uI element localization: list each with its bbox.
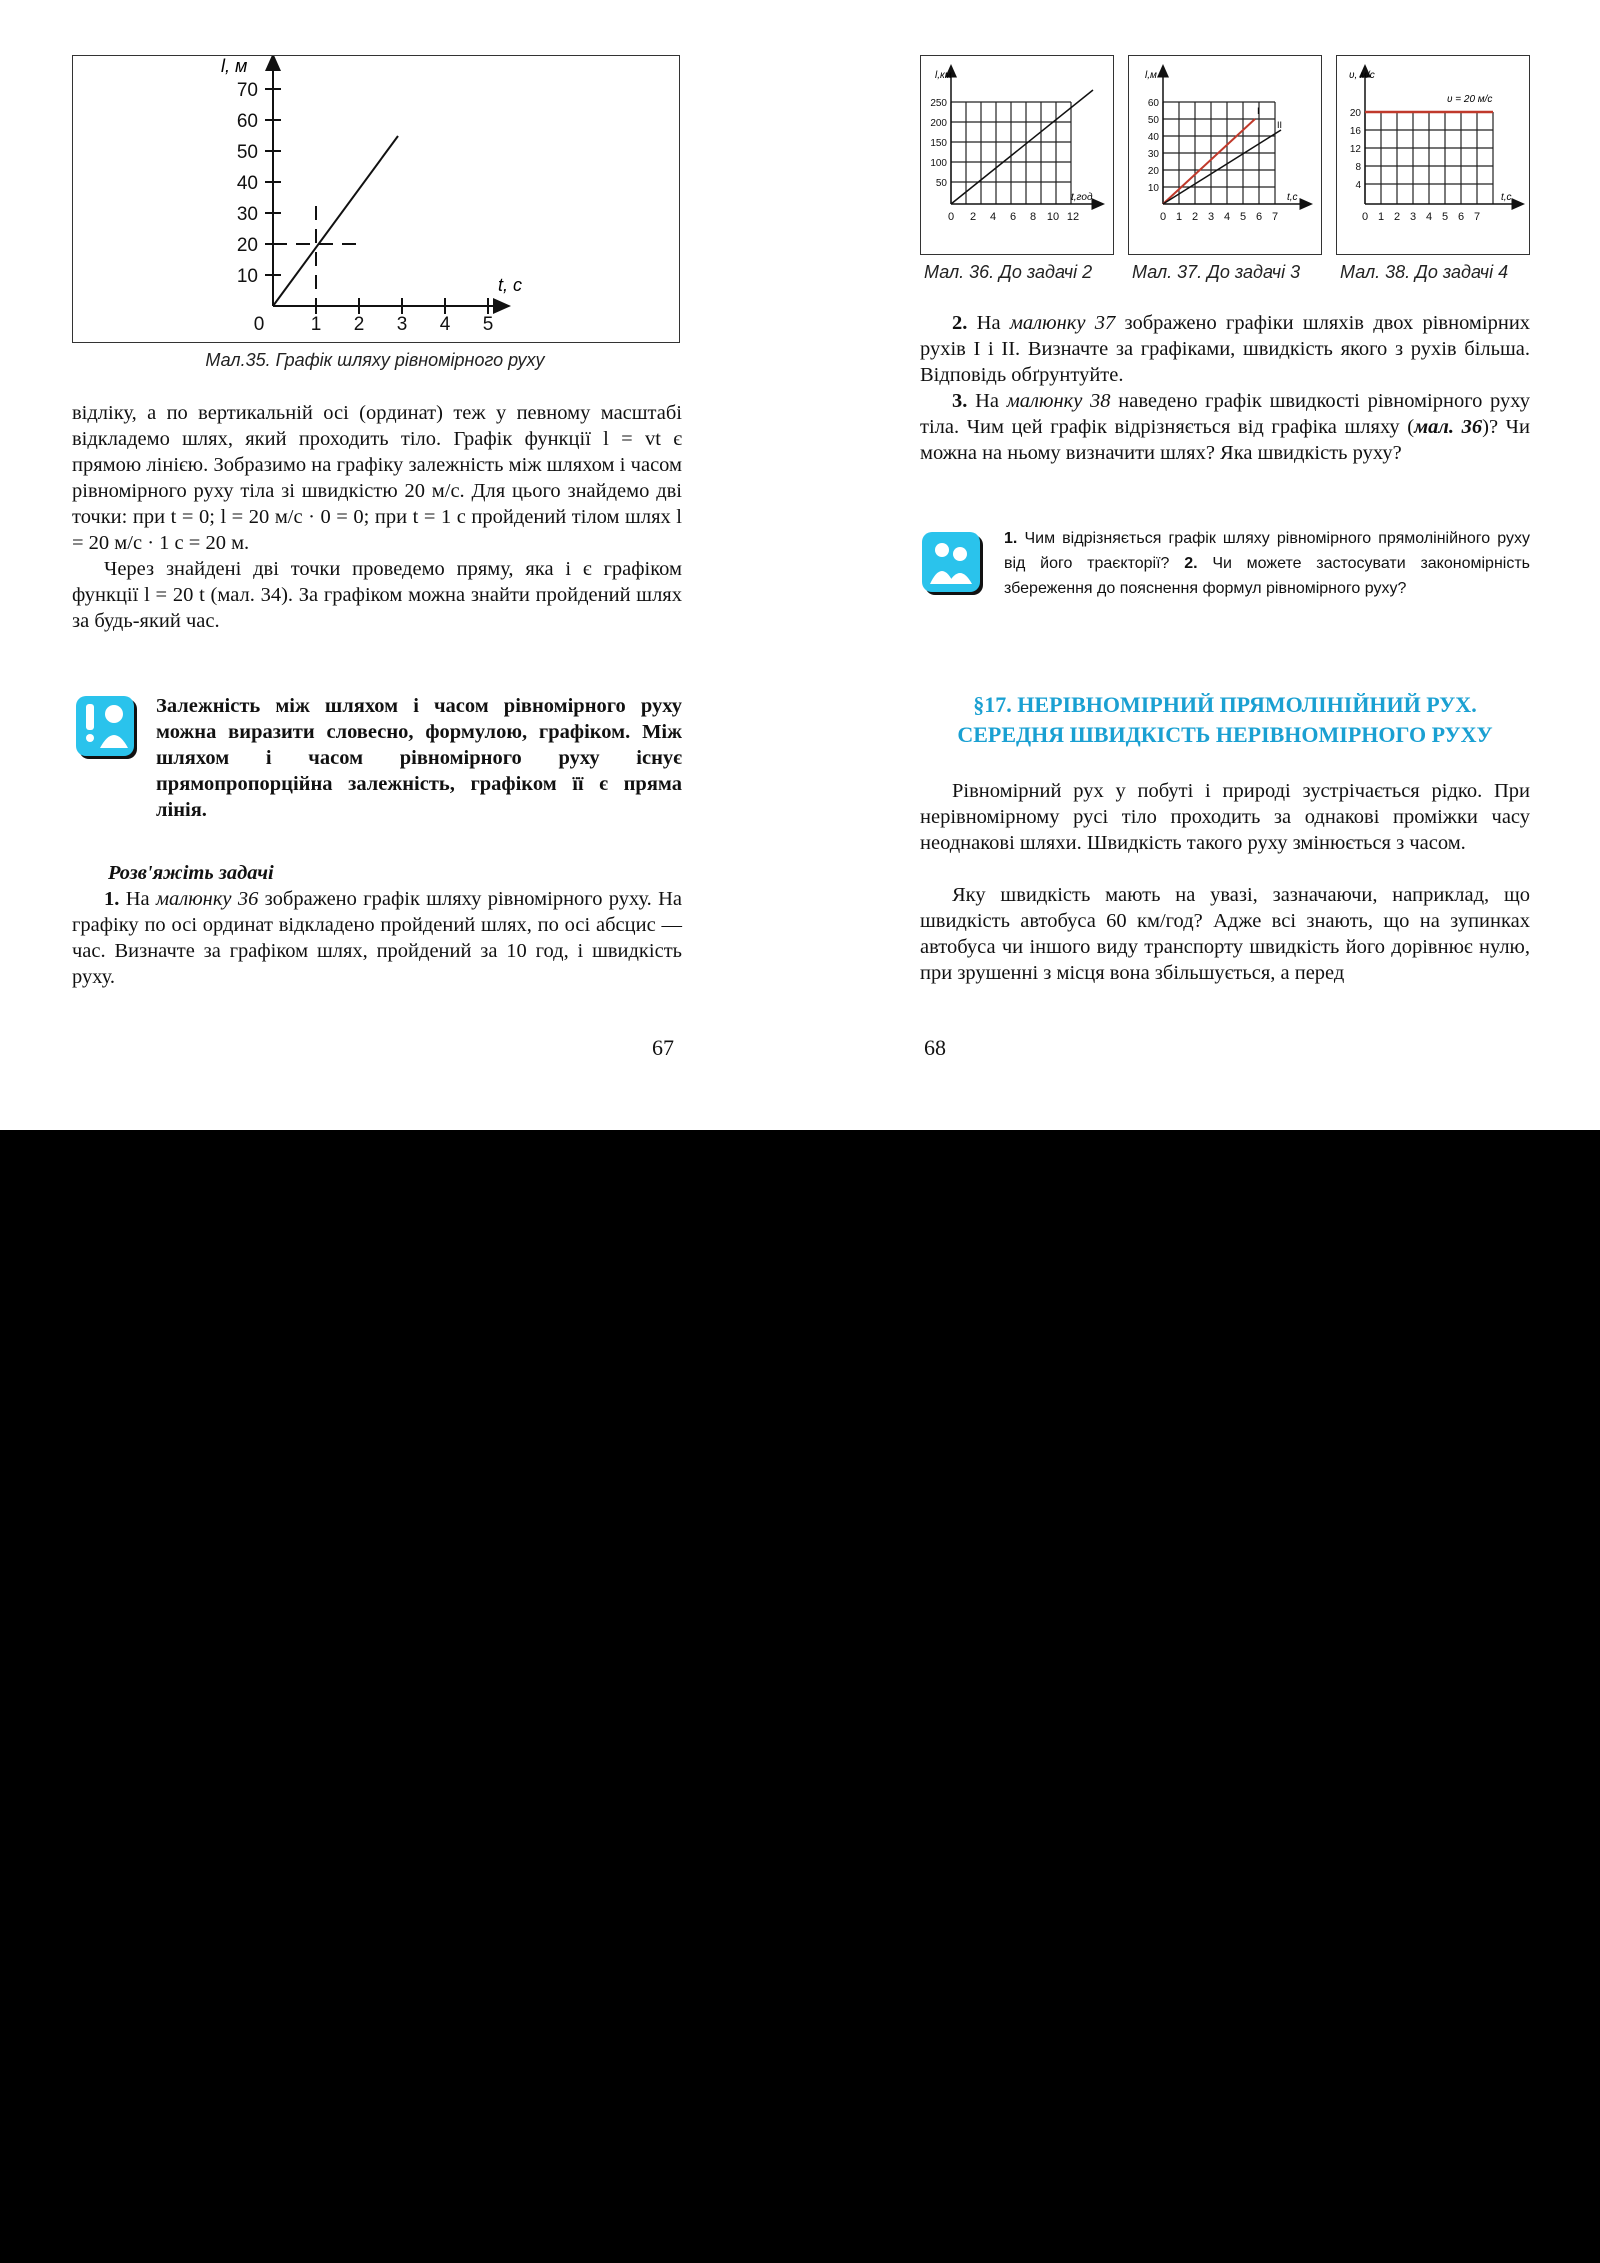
y-axis-label: l, м: [221, 56, 248, 76]
y-tick: 250: [930, 98, 947, 109]
x-tick-2: 2: [353, 314, 365, 335]
figure-36-graph: [921, 56, 1113, 254]
section-title: [920, 690, 1530, 750]
left-page: [72, 0, 682, 1130]
right-para-1: [920, 778, 1530, 856]
task-2-text: зображено графіки шляхів двох рівномірних рухів I і II. Визначте за графіками, швидкість якого з рухів більша. Відповідь обґрунтуйте.: [920, 312, 1531, 386]
y-tick: 8: [1355, 162, 1361, 173]
x-tick: 0: [1361, 211, 1369, 223]
x-tick: 12: [1066, 211, 1080, 223]
x-tick: 2: [969, 211, 977, 223]
x-axis-label: t,год: [1071, 192, 1093, 203]
task-3-pre: На: [975, 390, 999, 412]
x-tick: 0: [1159, 211, 1167, 223]
x-tick: 4: [989, 211, 997, 223]
x-tick: 8: [1029, 211, 1037, 223]
figure-37-box: [1128, 55, 1322, 255]
question-2-number: 2.: [1184, 555, 1198, 572]
velocity-annotation: υ = 20 м/с: [1447, 94, 1493, 105]
x-tick: 6: [1009, 211, 1017, 223]
x-tick: 6: [1457, 211, 1465, 223]
book-spread: [0, 0, 1600, 1130]
review-questions: [1004, 526, 1530, 601]
rule-text: Залежність між шляхом і часом рівномірного руху можна виразити словесно, формулою, графіком. Між шляхом і часом рівномірного руху існує прямопропорційна залежність, графіком її є пряма лінія.: [156, 695, 682, 821]
figure-35-box: [72, 55, 680, 343]
x-tick: 7: [1473, 211, 1481, 223]
y-tick: 4: [1355, 180, 1361, 191]
x-tick: 4: [1223, 211, 1231, 223]
x-tick: 2: [1393, 211, 1401, 223]
para-text: Через знайдені дві точки проведемо пряму, яка і є графіком функції l = 20 t (мал. 34). За графіком можна знайти пройдений шлях за будь-який час.: [72, 558, 682, 632]
x-axis-label: t,c: [1501, 192, 1512, 203]
x-tick: 6: [1255, 211, 1263, 223]
task-2-number: 2.: [952, 312, 968, 334]
x-tick-5: 5: [482, 314, 494, 335]
question-2: Чи можете застосувати закономірність збереження до пояснення формул рівномірного руху?: [1004, 555, 1530, 597]
task-3-figure-ref: малюнку 38: [1006, 390, 1111, 412]
x-tick: 5: [1239, 211, 1247, 223]
x-tick-1: 1: [310, 314, 322, 335]
y-tick-10: 10: [236, 266, 258, 287]
question-1: Чим відрізняється графік шляху рівномірного прямолінійного руху від його траєкторії?: [1004, 530, 1530, 572]
exclamation-person-icon: [76, 696, 134, 756]
task-2-pre: На: [976, 312, 1001, 334]
right-page: [920, 0, 1530, 1130]
y-tick: 20: [1349, 108, 1361, 119]
y-tick-60: 60: [236, 111, 258, 132]
question-figures-icon: [922, 532, 980, 592]
y-tick: 40: [1147, 132, 1159, 143]
y-tick-30: 30: [236, 204, 258, 225]
x-tick: 7: [1271, 211, 1279, 223]
rule-box: [156, 693, 682, 823]
y-tick: 16: [1349, 126, 1361, 137]
y-tick: 20: [1147, 166, 1159, 177]
question-1-number: 1.: [1004, 530, 1018, 547]
y-tick: 150: [930, 138, 947, 149]
task-2: [920, 310, 1530, 388]
y-axis-label: υ, м/с: [1349, 70, 1375, 81]
x-tick: 5: [1441, 211, 1449, 223]
series-II-label: II: [1277, 120, 1283, 130]
figure-37-caption: Мал. 37. До задачі 3: [1132, 262, 1301, 282]
questions-icon: [922, 532, 980, 592]
x-tick: 4: [1425, 211, 1433, 223]
task-3-mid: наведено графік швидкості рівномірного руху тіла. Чим цей графік відрізняється від графіка шляху (: [920, 390, 1531, 438]
x-axis-label: t,c: [1287, 192, 1298, 203]
task-1-text: зображено графік шляху рівномірного руху. На графіку по осі ординат відкладено пройдений шлях, по осі абсцис — час. Визначте за графіком шлях, пройдений за 10 год, і швидкість руху.: [72, 888, 683, 988]
x-tick: 1: [1175, 211, 1183, 223]
x-tick: 3: [1409, 211, 1417, 223]
series-I-line: [1163, 119, 1255, 204]
path-line: [951, 90, 1093, 204]
x-tick-4: 4: [439, 314, 451, 335]
tasks-heading: Розв'яжіть задачі: [108, 862, 274, 884]
left-para-1: [72, 400, 682, 556]
x-tick: 2: [1191, 211, 1199, 223]
y-tick-20: 20: [236, 235, 258, 256]
figure-38-box: [1336, 55, 1530, 255]
para-text: Яку швидкість мають на увазі, зазначаючи, наприклад, що швидкість автобуса 60 км/год? Адже всі знають, що на зупинках автобуса чи іншого виду транспорту швидкість його дорівнює нулю, при зрушенні з місця вона збільшується, а перед: [920, 884, 1530, 984]
page-number-right: 68: [924, 1035, 946, 1060]
y-tick: 10: [1147, 183, 1159, 194]
figure-38-graph: [1337, 56, 1529, 254]
figure-35-caption: Мал.35. Графік шляху рівномірного руху: [205, 350, 545, 370]
left-para-2: [72, 556, 682, 634]
para-text: Рівномірний рух у побуті і природі зустрічається рідко. При нерівномірному русі тіло проходить за однакові проміжки часу неоднакові шляхи. Швидкість такого руху змінюється з часом.: [920, 780, 1530, 854]
figure-35-graph: [73, 56, 679, 342]
section-title-line-2: СЕРЕДНЯ ШВИДКІСТЬ НЕРІВНОМІРНОГО РУХУ: [957, 722, 1493, 747]
section-title-line-1: §17. НЕРІВНОМІРНИЙ ПРЯМОЛІНІЙНИЙ РУХ.: [973, 692, 1477, 717]
y-tick-40: 40: [236, 173, 258, 194]
y-tick-50: 50: [236, 142, 258, 163]
figure-37-graph: [1129, 56, 1321, 254]
x-tick: 10: [1046, 211, 1060, 223]
task-1: [72, 886, 682, 990]
x-tick: 0: [947, 211, 955, 223]
figure-38-caption: Мал. 38. До задачі 4: [1340, 262, 1509, 282]
x-tick: 3: [1207, 211, 1215, 223]
task-1-pre: На: [125, 888, 150, 910]
y-axis-label: l,м: [1145, 70, 1157, 81]
figure-36-caption: Мал. 36. До задачі 2: [924, 262, 1093, 282]
task-3: [920, 388, 1530, 466]
page-number-left: 67: [652, 1035, 674, 1060]
y-tick: 100: [930, 158, 947, 169]
path-line: [273, 136, 398, 306]
series-II-line: [1163, 130, 1281, 204]
task-3-number: 3.: [952, 390, 968, 412]
right-para-2: [920, 882, 1530, 986]
para-text: відліку, а по вертикальній осі (ординат) теж у певному масштабі відкладемо шлях, який проходить тіло. Графік функції l = vt є прямою лінією. Зобразимо на графіку залежність між шляхом і часом рівномірного руху тіла зі швидкістю 20 м/с. Для цього знайдемо дві точки: при t = 0; l = 20 м/с · 0 = 0; при t = 1 с пройдений тілом шлях l = 20 м/с · 1 с = 20 м.: [72, 402, 682, 554]
rule-icon: [76, 696, 134, 756]
y-tick: 12: [1349, 144, 1361, 155]
x-tick-3: 3: [396, 314, 408, 335]
origin-label: 0: [253, 314, 265, 335]
series-I-label: I: [1257, 106, 1260, 116]
y-tick: 50: [935, 178, 947, 189]
task-1-number: 1.: [104, 888, 120, 910]
y-tick-70: 70: [236, 80, 258, 101]
y-axis-label: l,км: [935, 70, 952, 81]
task-1-figure-ref: малюнку 36: [155, 888, 259, 910]
task-3-end: )? Чи можна на ньому визначити шлях? Яка швидкість руху?: [920, 416, 1530, 464]
task-2-figure-ref: малюнку 37: [1009, 312, 1116, 334]
y-tick: 30: [1147, 149, 1159, 160]
x-tick: 1: [1377, 211, 1385, 223]
y-tick: 50: [1147, 115, 1159, 126]
y-tick: 60: [1147, 98, 1159, 109]
task-3-ref-36: мал. 36: [1414, 416, 1483, 438]
figure-36-box: [920, 55, 1114, 255]
y-tick: 200: [930, 118, 947, 129]
x-axis-label: t, с: [498, 275, 523, 295]
